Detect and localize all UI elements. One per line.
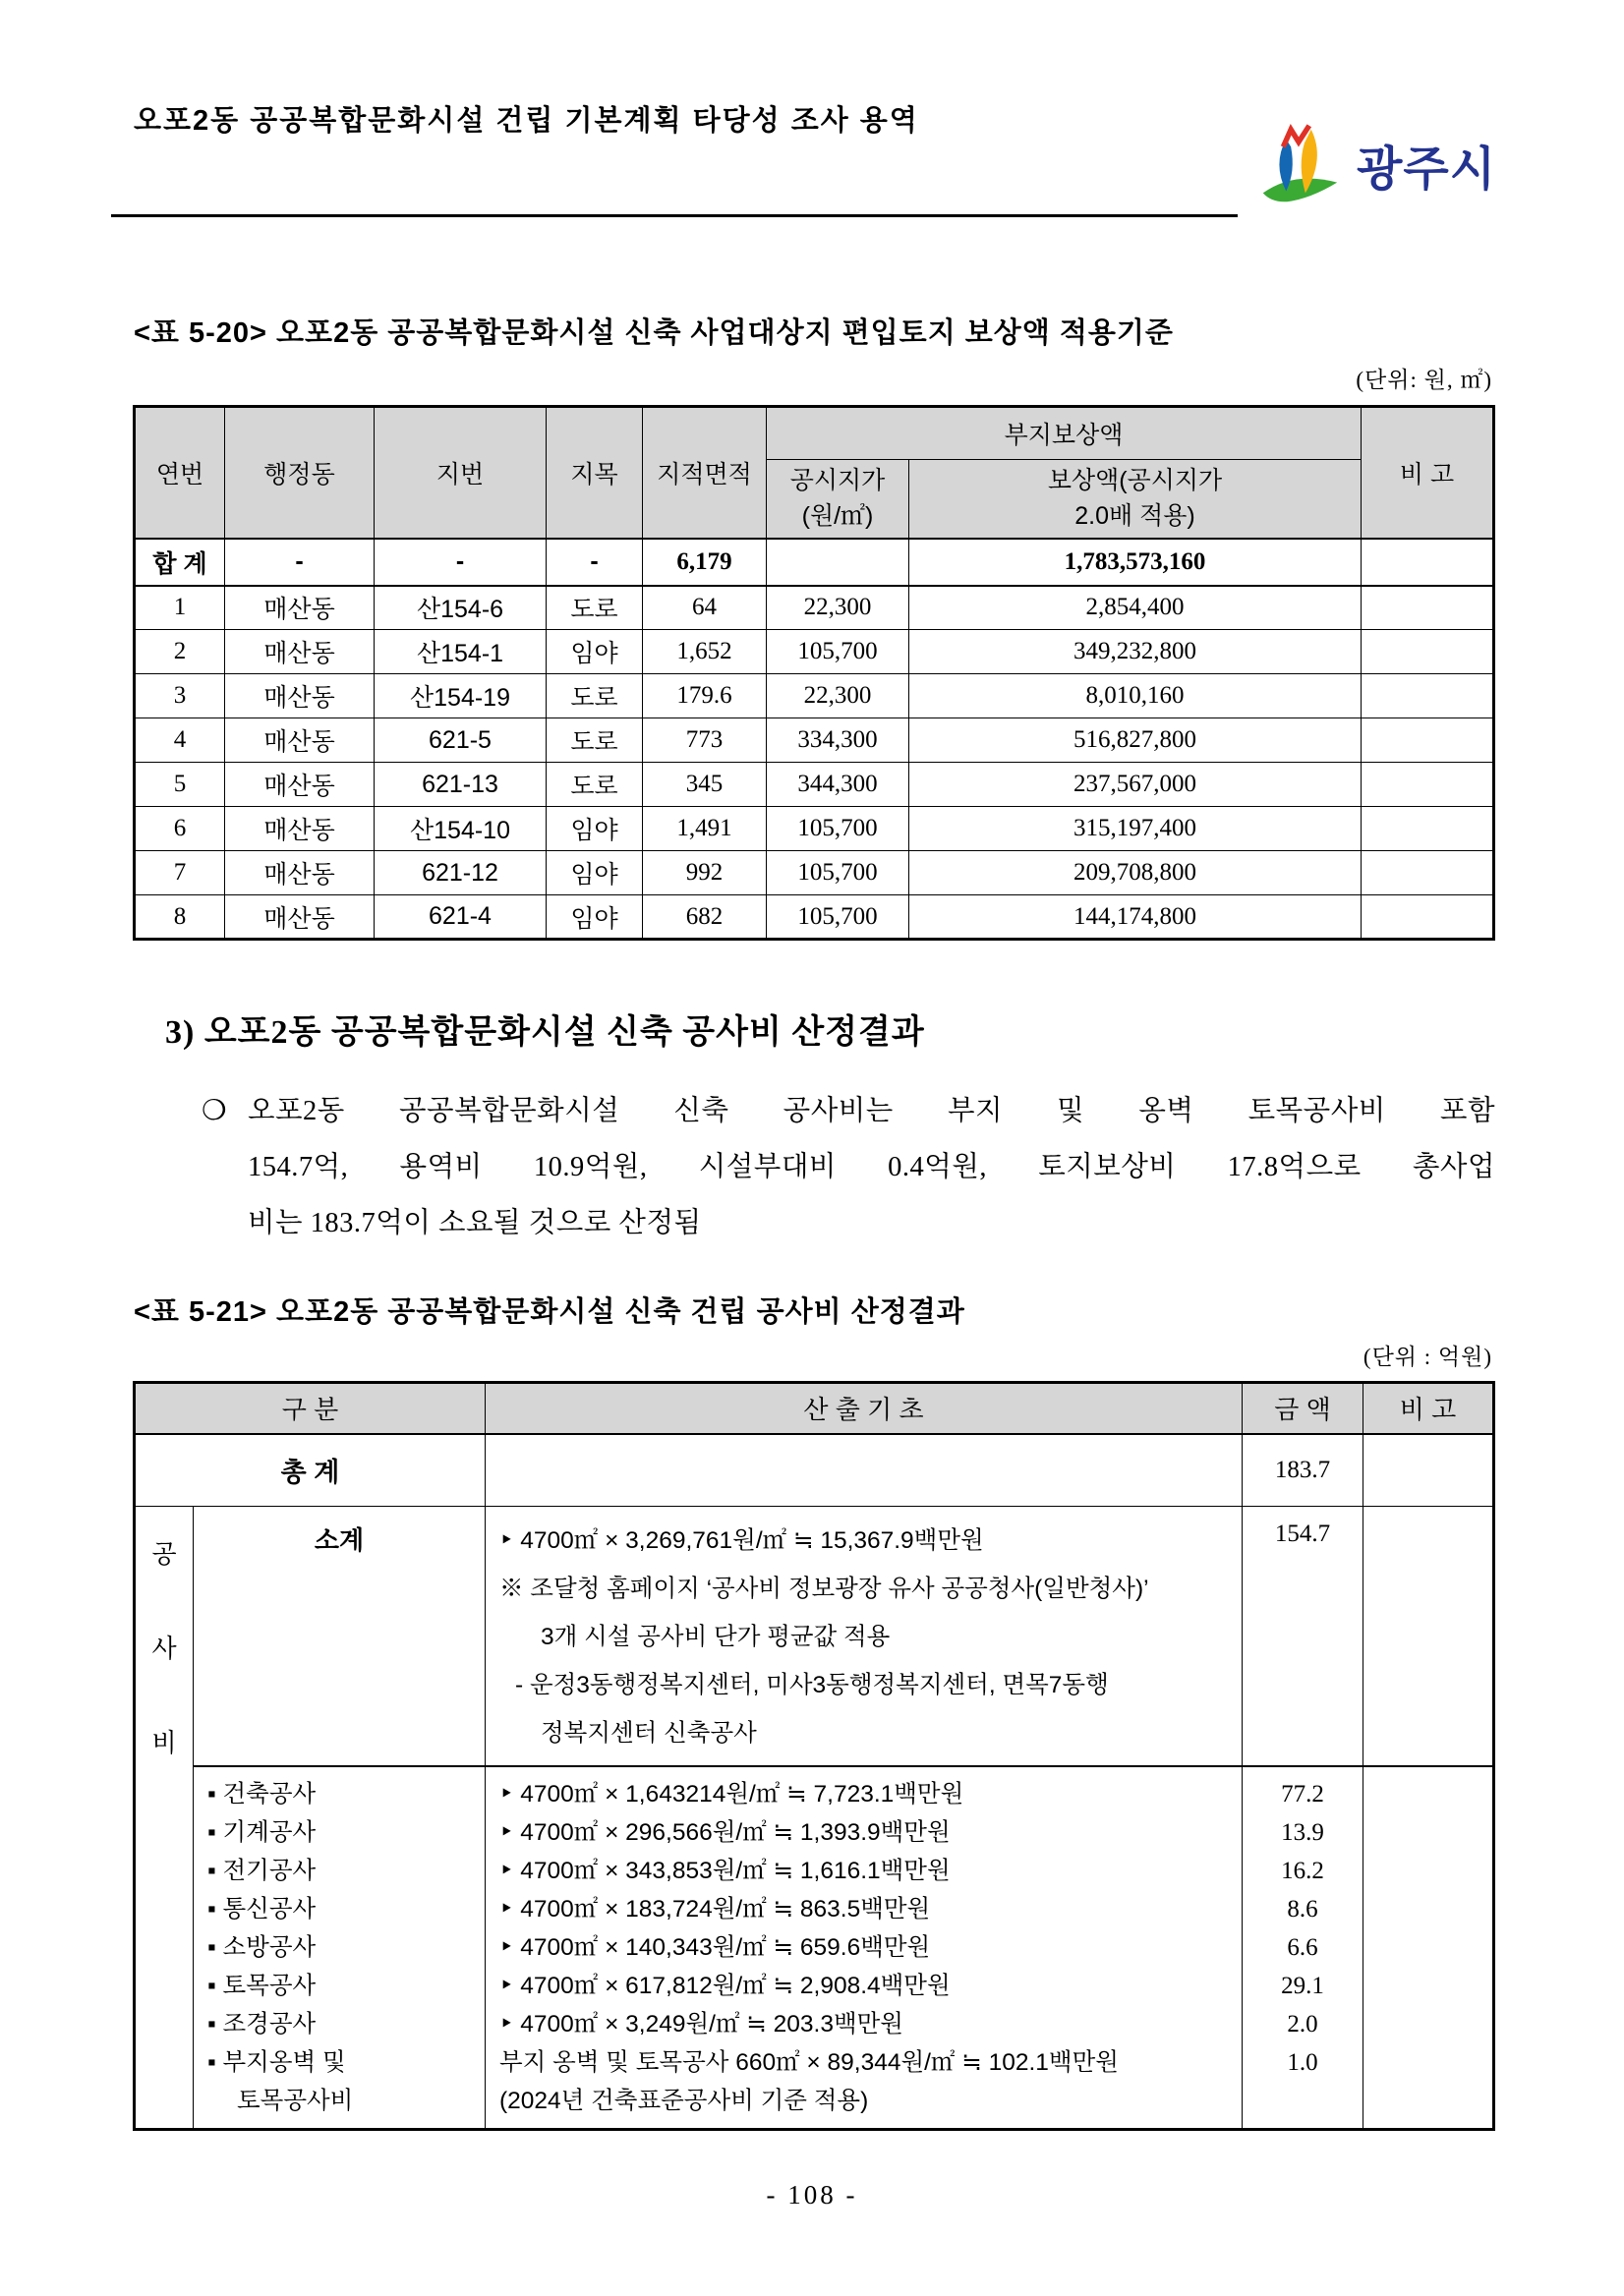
cell-comp: 8,010,160 — [909, 674, 1362, 718]
cell-no: 1 — [135, 586, 225, 630]
header-divider — [111, 214, 1238, 217]
cell-price: 105,700 — [767, 895, 909, 940]
cell-comp: 237,567,000 — [909, 763, 1362, 807]
basis-line: ※ 조달청 홈페이지 ‘공사비 정보광장 유사 공공청사(일반청사)’ — [499, 1576, 1149, 1602]
group-label-char: 공 — [151, 1539, 177, 1569]
section-3-heading: 3) 오포2동 공공복합문화시설 신축 공사비 산정결과 — [165, 1014, 925, 1051]
basis-line: ‣ 4700㎡ × 140,343원/㎡ ≒ 659.6백만원 — [499, 1934, 931, 1961]
cell-price: 344,300 — [767, 763, 909, 807]
col-header-jibun: 지번 — [375, 407, 547, 539]
col-header-official-price-line1: 공시지가 — [789, 467, 886, 495]
cell-grand-total-note — [1363, 1434, 1494, 1507]
table-5-21-unit: (단위 : 억원) — [1363, 1345, 1492, 1369]
cell-jimok: 도로 — [547, 674, 643, 718]
cell-jibun: 621-4 — [375, 895, 547, 940]
cell-area: 179.6 — [643, 674, 767, 718]
cell-dong: 매산동 — [225, 674, 375, 718]
construction-cost-table — [133, 1381, 1495, 2131]
cell-total-label: 합 계 — [135, 539, 225, 586]
basis-line: 3개 시설 공사비 단가 평균값 적용 — [541, 1624, 891, 1650]
detail-item: 토목공사비 — [237, 2088, 354, 2114]
cell-no: 6 — [135, 807, 225, 851]
grand-total-row — [135, 1434, 1494, 1507]
paragraph-line: 비는 183.7억이 소요될 것으로 산정됨 — [248, 1208, 702, 1238]
cell-price: 105,700 — [767, 807, 909, 851]
basis-line: ‣ 4700㎡ × 183,724원/㎡ ≒ 863.5백만원 — [499, 1896, 931, 1923]
table-5-20-title: <표 5-20> 오포2동 공공복합문화시설 신축 사업대상지 편입토지 보상액 적용기준 — [134, 317, 1174, 349]
cell-detail-amounts — [1243, 1766, 1363, 2130]
detail-amount: 2.0 — [1287, 2011, 1318, 2038]
basis-line: - 운정3동행정복지센터, 미사3동행정복지센터, 면목7동행 — [515, 1672, 1109, 1698]
paragraph-line: 오포2동 공공복합문화시설 신축 공사비는 부지 및 옹벽 토목공사비 포함 — [248, 1096, 1495, 1126]
col-header-dong: 행정동 — [225, 407, 375, 539]
col-header-official-price — [767, 460, 909, 539]
detail-amount: 77.2 — [1281, 1781, 1324, 1808]
cell-area: 345 — [643, 763, 767, 807]
col-header-basis: 산 출 기 초 — [486, 1383, 1243, 1434]
cell-detail-items — [194, 1766, 486, 2130]
cell-note — [1362, 630, 1494, 674]
cell-dong: 매산동 — [225, 630, 375, 674]
cell-subtotal-basis — [486, 1507, 1243, 1767]
col-header-note: 비 고 — [1363, 1383, 1494, 1434]
cell-jimok: 도로 — [547, 586, 643, 630]
detail-amount: 13.9 — [1281, 1819, 1324, 1846]
detail-item: ▪ 부지옹벽 및 — [207, 2049, 346, 2076]
col-header-compensation-line1: 보상액(공시지가 — [1047, 467, 1223, 495]
cell-jibun: 산154-6 — [375, 586, 547, 630]
cell-comp: 315,197,400 — [909, 807, 1362, 851]
basis-line: ‣ 4700㎡ × 296,566원/㎡ ≒ 1,393.9백만원 — [499, 1819, 951, 1846]
detail-amount: 6.6 — [1287, 1934, 1318, 1961]
cell-comp: 209,708,800 — [909, 851, 1362, 895]
cell-jimok: 도로 — [547, 718, 643, 763]
col-header-compensation-amount — [909, 460, 1362, 539]
table-5-20-unit: (단위: 원, ㎡) — [1356, 368, 1492, 392]
cell-total-price — [767, 539, 909, 586]
cell-jimok: 임야 — [547, 807, 643, 851]
detail-rows — [135, 1766, 1494, 2130]
detail-amount: 29.1 — [1281, 1973, 1324, 1999]
cell-comp: 2,854,400 — [909, 586, 1362, 630]
cell-dong: 매산동 — [225, 718, 375, 763]
detail-item: ▪ 통신공사 — [207, 1896, 317, 1923]
cell-dong: 매산동 — [225, 807, 375, 851]
cell-subtotal-note — [1363, 1507, 1494, 1767]
gwangju-city-logo — [1250, 116, 1496, 212]
cell-area: 773 — [643, 718, 767, 763]
cell-note — [1362, 586, 1494, 630]
cell-dong: 매산동 — [225, 763, 375, 807]
basis-line: (2024년 건축표준공사비 기준 적용) — [499, 2088, 869, 2114]
cell-price: 334,300 — [767, 718, 909, 763]
cell-comp: 516,827,800 — [909, 718, 1362, 763]
circle-bullet-icon: ❍ — [202, 1096, 228, 1126]
cell-grand-total-basis — [486, 1434, 1243, 1507]
detail-item: ▪ 건축공사 — [207, 1781, 317, 1808]
table-5-21-title: <표 5-21> 오포2동 공공복합문화시설 신축 건립 공사비 산정결과 — [134, 1296, 965, 1328]
cell-note — [1362, 807, 1494, 851]
cell-comp: 144,174,800 — [909, 895, 1362, 940]
basis-line: ‣ 4700㎡ × 3,269,761원/㎡ ≒ 15,367.9백만원 — [499, 1527, 984, 1554]
cell-no: 7 — [135, 851, 225, 895]
detail-item: ▪ 조경공사 — [207, 2011, 317, 2038]
cell-jimok: 도로 — [547, 763, 643, 807]
cell-no: 2 — [135, 630, 225, 674]
table-row — [135, 674, 1494, 718]
cell-subtotal-amount: 154.7 — [1243, 1507, 1363, 1767]
col-header-no: 연번 — [135, 407, 225, 539]
cell-jibun: 621-5 — [375, 718, 547, 763]
cell-note — [1362, 718, 1494, 763]
cell-grand-total-amount: 183.7 — [1243, 1434, 1363, 1507]
col-header-amount: 금 액 — [1243, 1383, 1363, 1434]
cell-jibun: 산154-19 — [375, 674, 547, 718]
detail-item: ▪ 소방공사 — [207, 1934, 317, 1961]
paragraph-line: 154.7억, 용역비 10.9억원, 시설부대비 0.4억원, 토지보상비 17.8억으로 총사업 — [248, 1152, 1495, 1182]
logo-text: 광주시 — [1357, 143, 1497, 196]
cell-no: 3 — [135, 674, 225, 718]
cell-no: 4 — [135, 718, 225, 763]
cell-dong: 매산동 — [225, 586, 375, 630]
subtotal-row — [135, 1507, 1494, 1767]
cell-jibun: 산154-1 — [375, 630, 547, 674]
section-3-paragraph — [202, 1083, 1495, 1251]
cell-area: 64 — [643, 586, 767, 630]
cell-no: 5 — [135, 763, 225, 807]
table-row — [135, 807, 1494, 851]
gwangju-emblem-icon — [1250, 116, 1347, 212]
group-label-char: 비 — [151, 1728, 177, 1757]
cell-jimok: 임야 — [547, 630, 643, 674]
table-row — [135, 630, 1494, 674]
cell-jibun: 산154-10 — [375, 807, 547, 851]
cell-price: 105,700 — [767, 851, 909, 895]
cell-total-jibun: - — [375, 539, 547, 586]
cell-area: 1,491 — [643, 807, 767, 851]
basis-line: ‣ 4700㎡ × 343,853원/㎡ ≒ 1,616.1백만원 — [499, 1858, 951, 1884]
basis-line: ‣ 4700㎡ × 1,643214원/㎡ ≒ 7,723.1백만원 — [499, 1781, 964, 1808]
cell-price: 105,700 — [767, 630, 909, 674]
basis-line: ‣ 4700㎡ × 3,249원/㎡ ≒ 203.3백만원 — [499, 2011, 903, 2038]
table-row — [135, 586, 1494, 630]
cell-note — [1362, 674, 1494, 718]
detail-amount: 8.6 — [1287, 1896, 1318, 1923]
col-header-jimok: 지목 — [547, 407, 643, 539]
detail-amount: 1.0 — [1287, 2049, 1318, 2076]
cell-jibun: 621-12 — [375, 851, 547, 895]
table-total-row — [135, 539, 1494, 586]
col-header-note: 비 고 — [1362, 407, 1494, 539]
col-header-compensation-group: 부지보상액 — [767, 407, 1362, 460]
document-header-title: 오포2동 공공복합문화시설 건립 기본계획 타당성 조사 용역 — [134, 105, 919, 137]
cell-total-dong: - — [225, 539, 375, 586]
col-header-area: 지적면적 — [643, 407, 767, 539]
detail-amount: 16.2 — [1281, 1858, 1324, 1884]
cell-no: 8 — [135, 895, 225, 940]
cell-jimok: 임야 — [547, 851, 643, 895]
col-header-official-price-line2: (원/㎡) — [801, 502, 874, 531]
group-label-char: 사 — [151, 1634, 177, 1663]
basis-line: ‣ 4700㎡ × 617,812원/㎡ ≒ 2,908.4백만원 — [499, 1973, 951, 1999]
cell-area: 682 — [643, 895, 767, 940]
detail-item: ▪ 기계공사 — [207, 1819, 317, 1846]
cell-note — [1362, 763, 1494, 807]
col-header-compensation-line2: 2.0배 적용) — [1074, 502, 1195, 531]
cell-total-jimok: - — [547, 539, 643, 586]
cell-dong: 매산동 — [225, 851, 375, 895]
basis-line: 정복지센터 신축공사 — [541, 1720, 757, 1747]
cell-dong: 매산동 — [225, 895, 375, 940]
cell-price: 22,300 — [767, 674, 909, 718]
cell-price: 22,300 — [767, 586, 909, 630]
basis-line: 부지 옹벽 및 토목공사 660㎡ × 89,344원/㎡ ≒ 102.1백만원 — [499, 2049, 1119, 2076]
cell-total-note — [1362, 539, 1494, 586]
cell-total-comp: 1,783,573,160 — [909, 539, 1362, 586]
page-number: - 108 - — [766, 2180, 858, 2210]
cell-grand-total-label: 총 계 — [135, 1434, 486, 1507]
detail-item: ▪ 전기공사 — [207, 1858, 317, 1884]
land-compensation-table — [133, 405, 1495, 941]
cell-area: 1,652 — [643, 630, 767, 674]
detail-item: ▪ 토목공사 — [207, 1973, 317, 1999]
cell-detail-note — [1363, 1766, 1494, 2130]
cell-area: 992 — [643, 851, 767, 895]
cell-note — [1362, 851, 1494, 895]
cell-detail-basis — [486, 1766, 1243, 2130]
table-row — [135, 763, 1494, 807]
cell-subtotal-label: 소계 — [194, 1507, 486, 1767]
cell-total-area: 6,179 — [643, 539, 767, 586]
table-row — [135, 718, 1494, 763]
table-row — [135, 851, 1494, 895]
cell-comp: 349,232,800 — [909, 630, 1362, 674]
table-row — [135, 895, 1494, 940]
cell-jibun: 621-13 — [375, 763, 547, 807]
cell-jimok: 임야 — [547, 895, 643, 940]
col-header-category: 구 분 — [135, 1383, 486, 1434]
cell-note — [1362, 895, 1494, 940]
group-label-construction-cost — [135, 1507, 194, 2130]
